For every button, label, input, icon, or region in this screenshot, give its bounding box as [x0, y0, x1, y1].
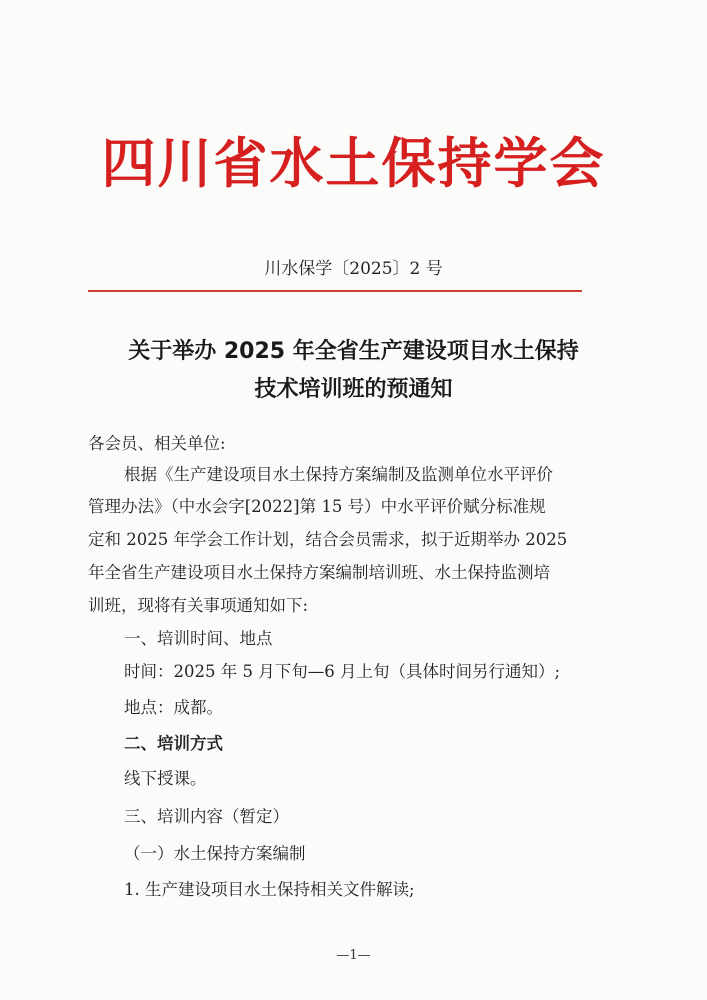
- section-heading-2: 二、培训方式: [124, 734, 223, 753]
- paragraph-line: 管理办法》（中水会字[2022]第 15 号）中水平评价赋分标准规: [88, 497, 546, 516]
- training-place: 地点：成都。: [124, 698, 223, 717]
- paragraph-line: 根据《生产建设项目水土保持方案编制及监测单位水平评价: [124, 465, 553, 484]
- document-title-line-1: 关于举办 2025 年全省生产建设项目水土保持: [128, 339, 579, 364]
- paragraph-line: 训班，现将有关事项通知如下:: [88, 596, 309, 615]
- red-divider-line: [88, 290, 582, 292]
- training-time: 时间：2025 年 5 月下旬—6 月上旬（具体时间另行通知）;: [124, 662, 561, 681]
- document-number: 川水保学〔2025〕2 号: [264, 259, 443, 279]
- subsection-heading-1: （一）水土保持方案编制: [124, 844, 306, 863]
- document-title-line-2: 技术培训班的预通知: [254, 377, 453, 402]
- section-heading-3: 三、培训内容（暂定）: [124, 807, 289, 826]
- section-heading-1: 一、培训时间、地点: [124, 629, 273, 648]
- organization-header: 四川省水土保持学会: [101, 131, 606, 195]
- paragraph-line: 年全省生产建设项目水土保持方案编制培训班、水土保持监测培: [88, 563, 550, 582]
- training-method: 线下授课。: [124, 769, 207, 788]
- content-item-1: 1. 生产建设项目水土保持相关文件解读;: [124, 880, 415, 899]
- salutation: 各会员、相关单位:: [88, 434, 226, 453]
- paragraph-line: 定和 2025 年学会工作计划，结合会员需求，拟于近期举办 2025: [88, 530, 568, 549]
- page-number: —1—: [336, 948, 371, 963]
